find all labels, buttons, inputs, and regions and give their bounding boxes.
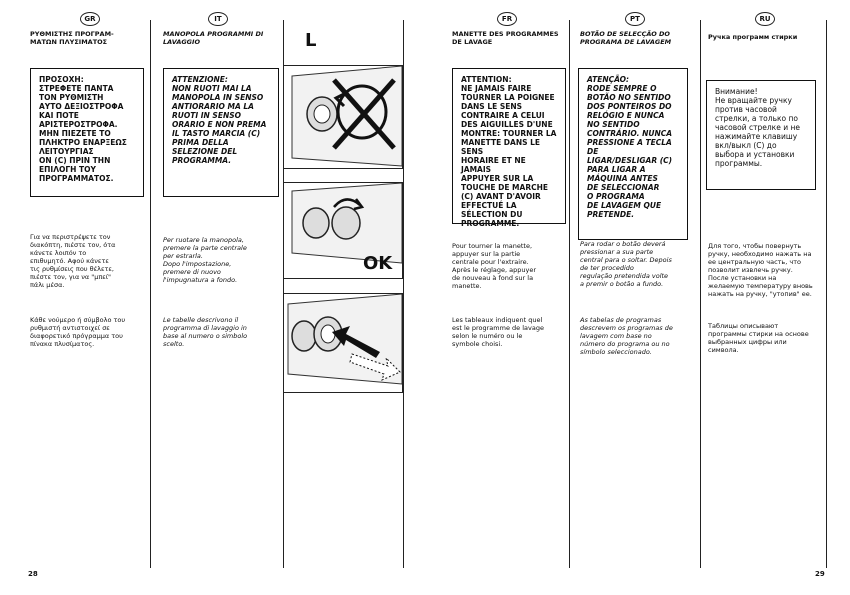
ru-title: Ручка программ стирки — [708, 33, 798, 41]
flag-it-icon: IT — [208, 12, 228, 26]
gr-title: ΡΥΘΜΙΣΤΗΣ ΠΡΟΓΡΑΜ- ΜΑΤΩΝ ΠΛΥΣΙΜΑΤΟΣ — [30, 30, 114, 46]
ok-label: OK — [363, 253, 393, 274]
dial-illustration-wrong — [283, 65, 403, 169]
pt-text-2: As tabelas de programas descrevem os programas de lavagem com base no número do programa ou no símbolo seleccionado. — [580, 316, 673, 356]
illustration-label-l: L — [305, 30, 317, 51]
divider — [700, 20, 701, 568]
flag-fr-icon: FR — [497, 12, 517, 26]
fr-title: MANETTE DES PROGRAMMES DE LAVAGE — [452, 30, 559, 46]
ru-text-1: Для того, чтобы повернуть ручку, необходимо нажать на ее центральную часть, что позволит извлечь ручку. После установки на желаемую температуру вновь нажать на ручку, "утопив" ее. — [708, 242, 813, 298]
pt-text-1: Para rodar o botão deverá pressionar a sua parte central para o soltar. Depois de ter procedido regulação pretendida volte a premir o botão a fundo. — [580, 240, 672, 288]
divider — [150, 20, 151, 568]
flag-gr-icon: GR — [80, 12, 100, 26]
it-warning-box: ATTENZIONE: NON RUOTI MAI LA MANOPOLA IN SENSO ANTIORARIO MA LA RUOTI IN SENSO ORARIO E NON PREMA IL TASTO MARCIA (C) PRIMA DELLA SELEZIONE DEL PROGRAMMA. — [163, 68, 279, 197]
divider — [826, 20, 827, 568]
fr-warning-box: ATTENTION: NE JAMAIS FAIRE TOURNER LA POIGNEE DANS LE SENS CONTRAIRE A CELUI DES AIGUILLES D'UNE MONTRE: TOURNER LA MANETTE DANS LE SENS HORAIRE ET NE JAMAIS APPUYER SUR LA TOUCHE DE MARCHE (C) AVANT D'AVOIR EFFECTUÉ LA SÉLECTION DU PROGRAMME. — [452, 68, 566, 224]
fr-text-2: Les tableaux indiquent quel est le programme de lavage selon le numéro ou le symbole choisi. — [452, 316, 544, 348]
it-text-2: Le tabelle descrivono il programma di lavaggio in base al numero o simbolo scelto. — [163, 316, 248, 348]
gr-text-2: Κάθε νούμερο ή σύμβολο του ρυθμιστή αντιστοιχεί σε διαφορετικό πρόγραμμα του πίνακα πλυσίματος. — [30, 316, 126, 348]
flag-ru-icon: RU — [755, 12, 775, 26]
dial-illustration-push — [283, 293, 403, 393]
divider — [569, 20, 570, 568]
gr-warning-box: ΠΡΟΣΟΧΗ: ΣΤΡΕΦΕΤΕ ΠΑΝΤΑ ΤΟΝ ΡΥΘΜΙΣΤΗ ΑΥΤΟ ΔΕΞΙΟΣΤΡΟΦΑ ΚΑΙ ΠΟΤΕ ΑΡΙΣΤΕΡΟΣΤΡΟΦΑ. ΜΗΝ ΠΙΕΖΕΤΕ ΤΟ ΠΛΗΚΤΡΟ ΕΝΑΡΞΕΩΣ ΛΕΙΤΟΥΡΓΙΑΣ ON (C) ΠΡΙΝ ΤΗΝ ΕΠΙΛΟΓΗ ΤΟΥ ΠΡΟΓΡΑΜΜΑΤΟΣ. — [30, 68, 144, 197]
gr-text-1: Για να περιστρέψετε τον διακόπτη, πιέστε τον, ότα κάνετε λοιπόν το επιθυμητό. Αφού κάνετε τις ρυθμίσεις που θέλετε, πιέστε τον, για να "μπεί" πάλι μέσα. — [30, 233, 116, 289]
flag-pt-icon: PT — [625, 12, 645, 26]
divider — [403, 20, 404, 568]
page-number-left: 28 — [28, 570, 38, 578]
fr-text-1: Pour tourner la manette, appuyer sur la partie centrale pour l'extraire. Après le réglage, appuyer de nouveau à fond sur la manette. — [452, 242, 536, 290]
pt-title: BOTÃO DE SELECÇÃO DO PROGRAMA DE LAVAGEM — [580, 30, 672, 46]
page-number-right: 29 — [815, 570, 825, 578]
ru-warning-box: Внимание! Не вращайте ручку против часовой стрелки, а только по часовой стрелке и не нажимайте клавишу вкл/выкл (С) до выбора и установки программы. — [706, 80, 816, 190]
it-title: MANOPOLA PROGRAMMI DI LAVAGGIO — [163, 30, 264, 46]
ru-text-2: Таблицы описывают программы стирки на основе выбранных цифры или символа. — [708, 322, 809, 354]
pt-warning-box: ATENÇÃO: RODE SEMPRE O BOTÃO NO SENTIDO DOS PONTEIROS DO RELÓGIO E NUNCA NO SENTIDO CONTRÁRIO. NUNCA PRESSIONE A TECLA DE LIGAR/DESLIGAR (C) PARA LIGAR A MÁQUINA ANTES DE SELECCIONAR O PROGRAMA DE LAVAGEM QUE PRETENDE. — [578, 68, 688, 240]
it-text-1: Per ruotare la manopola, premere la parte centrale per estrarla. Dopo l'impostazione, premere di nuovo l'impugnatura a fondo. — [163, 236, 247, 284]
